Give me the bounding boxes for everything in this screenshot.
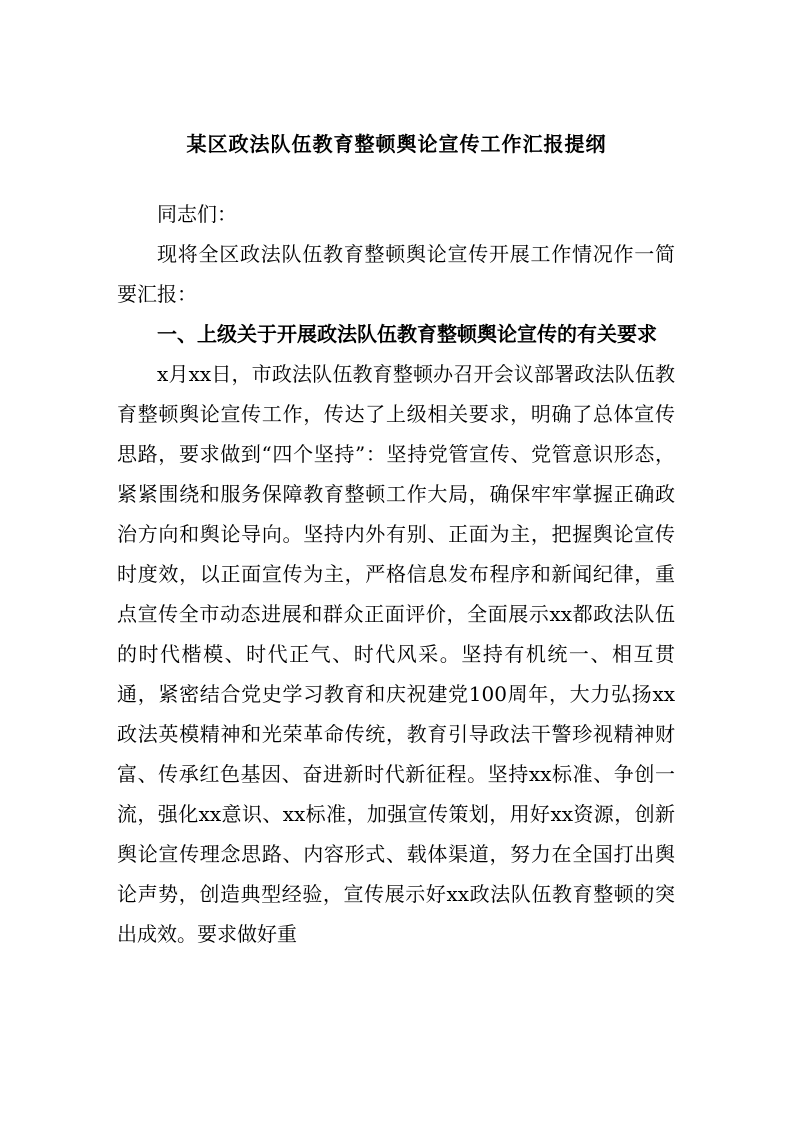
document-title: 某区政法队伍教育整顿舆论宣传工作汇报提纲 (186, 132, 607, 156)
salutation: 同志们： (157, 202, 237, 226)
body-paragraph: x月xx日，市政法队伍教育整顿办召开会议部署政法队伍教育整顿舆论宣传工作，传达了上级相关要求，明确了总体宣传思路，要求做到“四个坚持”：坚持党管宣传、党管意识形态，紧紧围绕和服务保障教育整顿工作大局，确保牢牢掌握正确政治方向和舆论导向。坚持内外有别、正面为主，把握舆论宣传时度效，以正面宣传为主，严格信息发布程序和新闻纪律，重点宣传全市动态进展和群众正面评价，全面展示xx都政法队伍的时代楷模、时代正气、时代风采。坚持有机统一、相互贯通，紧密结合党史学习教育和庆祝建党100周年，大力弘扬xx政法英模精神和光荣革命传统，教育引导政法干警珍视精神财富、传承红色基因、奋进新时代新征程。坚持xx标准、争创一流，强化xx意识、xx标准，加强宣传策划，用好xx资源，创新舆论宣传理念思路、内容形式、载体渠道，努力在全国打出舆论声势，创造典型经验，宣传展示好xx政法队伍教育整顿的突出成效。要求做好重 (117, 362, 675, 946)
section-heading: 一、上级关于开展政法队伍教育整顿舆论宣传的有关要求 (157, 322, 657, 346)
document-body (117, 194, 675, 954)
intro-paragraph: 现将全区政法队伍教育整顿舆论宣传开展工作情况作一简要汇报： (117, 242, 675, 306)
